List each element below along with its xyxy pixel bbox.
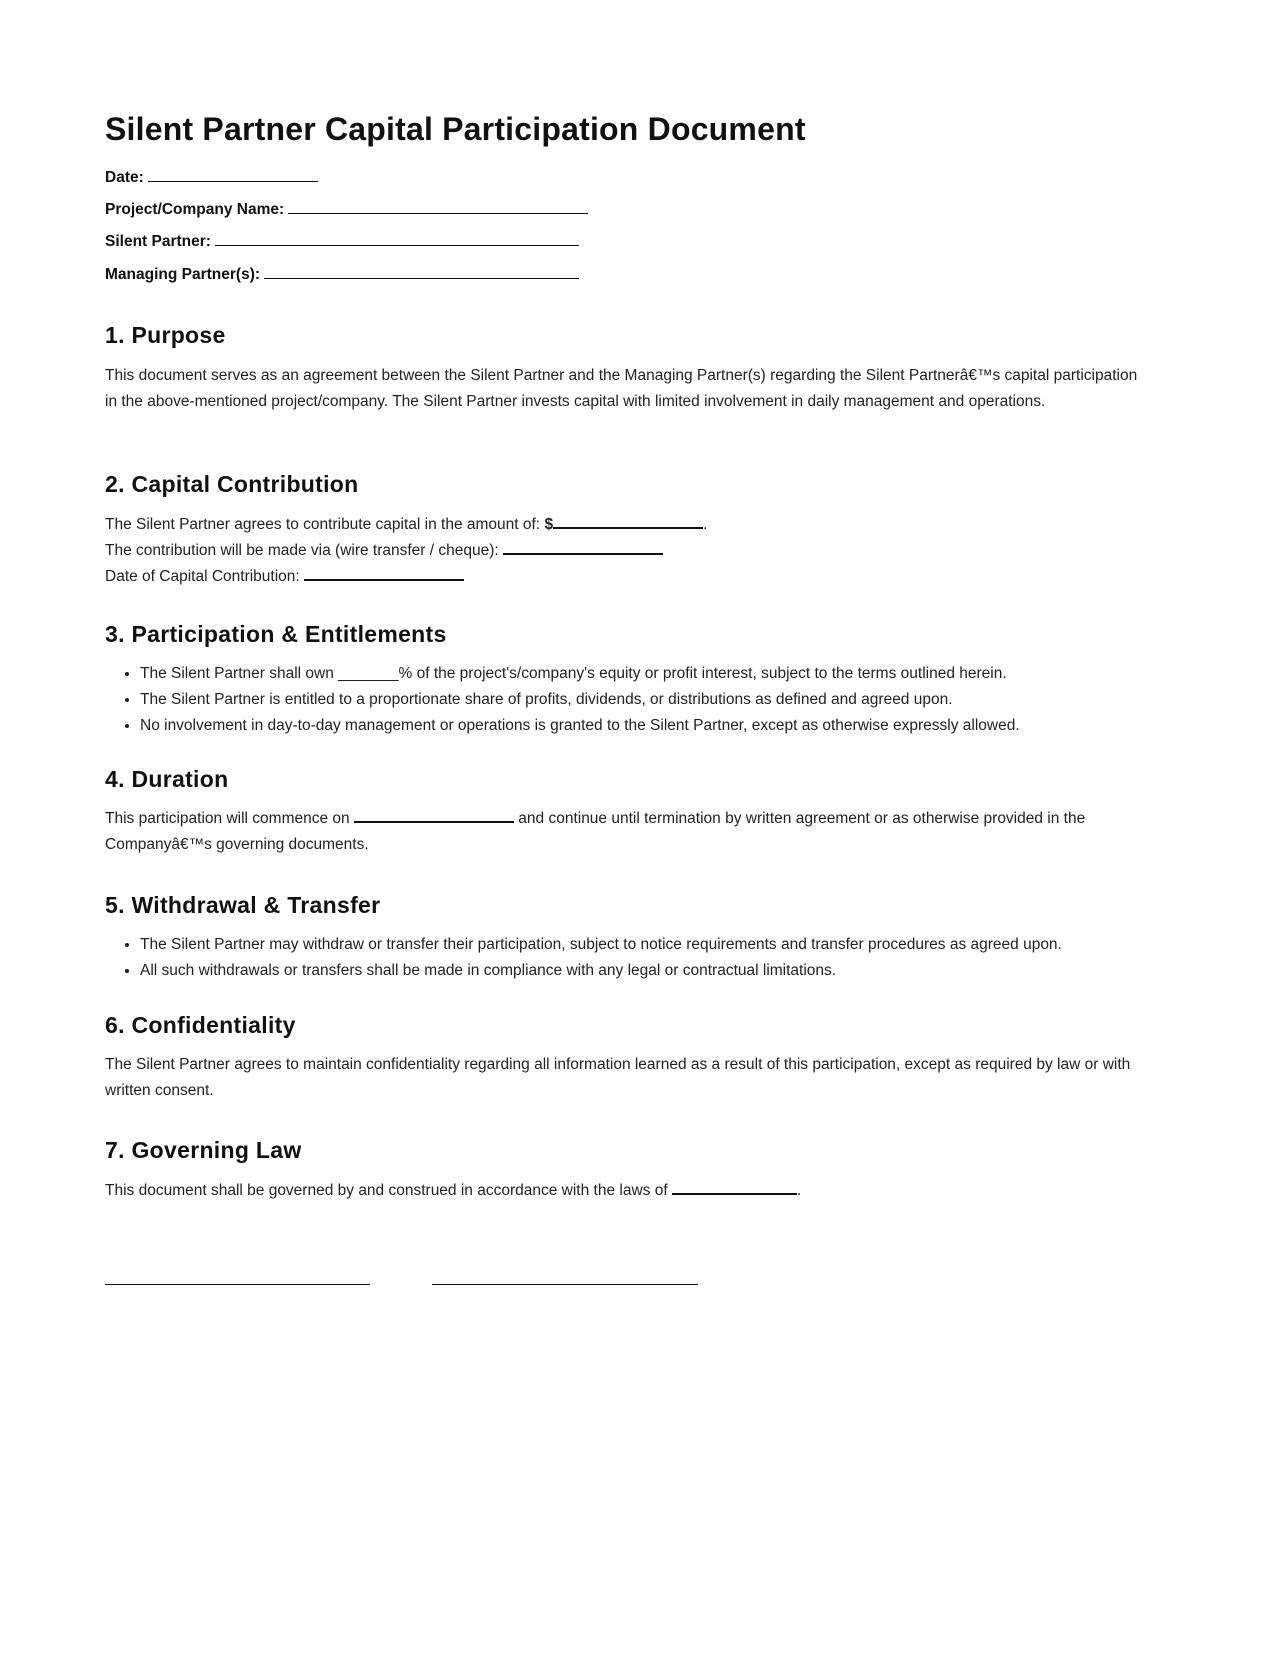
date-label: Date: xyxy=(105,169,144,186)
managing-partners-label: Managing Partner(s): xyxy=(105,266,261,283)
project-company-name-label: Project/Company Name: xyxy=(105,201,285,218)
jurisdiction-blank[interactable] xyxy=(672,1180,797,1195)
governing-law-paragraph: This document shall be governed by and construed in accordance with the laws of . xyxy=(105,1182,802,1199)
capital-contribution-paragraph xyxy=(105,512,1145,590)
silent-partner-field xyxy=(105,233,579,251)
contribution-method-line: The contribution will be made via (wire transfer / cheque): xyxy=(105,538,1145,564)
withdrawal-list xyxy=(105,932,1180,984)
silent-partner-blank[interactable] xyxy=(215,233,579,246)
section-heading-confidentiality: 6. Confidentiality xyxy=(105,1012,296,1038)
section-heading-duration: 4. Duration xyxy=(105,766,229,792)
date-blank[interactable] xyxy=(148,169,318,182)
date-field xyxy=(105,169,318,187)
contribution-date-line: Date of Capital Contribution: xyxy=(105,564,1145,590)
duration-paragraph: This participation will commence on and continue until termination by written agreement or as otherwise provided in the Companyâ€™s governing documents. xyxy=(105,810,1086,853)
silent-partner-label: Silent Partner: xyxy=(105,233,211,250)
section-heading-withdrawal: 5. Withdrawal & Transfer xyxy=(105,892,381,918)
currency-symbol: $ xyxy=(544,516,554,533)
confidentiality-paragraph: The Silent Partner agrees to maintain confidentiality regarding all information learned as a result of this participation, except as required by law or with written consent. xyxy=(105,1056,1131,1099)
list-item: • No involvement in day-to-day management or operations is granted to the Silent Partner, except as otherwise expressly allowed. xyxy=(140,713,1180,739)
project-company-name-blank[interactable] xyxy=(288,201,588,214)
contribution-method-blank[interactable] xyxy=(503,540,663,555)
list-item: • The Silent Partner may withdraw or transfer their participation, subject to notice requirements and transfer procedures as agreed upon. xyxy=(140,932,1180,958)
managing-partners-blank[interactable] xyxy=(264,266,579,279)
signature-line-silent-partner[interactable] xyxy=(105,1284,370,1285)
section-heading-governing-law: 7. Governing Law xyxy=(105,1137,302,1163)
managing-partners-field xyxy=(105,266,579,284)
list-item: • The Silent Partner is entitled to a proportionate share of profits, dividends, or distributions as defined and agreed upon. xyxy=(140,687,1180,713)
commencement-date-blank[interactable] xyxy=(354,808,514,823)
signature-line-managing-partner[interactable] xyxy=(432,1284,698,1285)
purpose-paragraph: This document serves as an agreement between the Silent Partner and the Managing Partner(s) regarding the Silent Partnerâ€™s capital participation in the above-mentioned project/company. The Silent Partner invests capital with limited involvement in daily management and operations. xyxy=(105,367,1138,410)
section-heading-participation: 3. Participation & Entitlements xyxy=(105,621,447,647)
capital-amount-blank[interactable] xyxy=(553,514,703,529)
document-title: Silent Partner Capital Participation Document xyxy=(105,111,806,147)
list-item: • The Silent Partner shall own _______% of the project's/company's equity or profit interest, subject to the terms outlined herein. xyxy=(140,661,1180,687)
list-item: • All such withdrawals or transfers shall be made in compliance with any legal or contractual limitations. xyxy=(140,958,1180,984)
capital-amount-line: The Silent Partner agrees to contribute capital in the amount of: $ . xyxy=(105,516,708,533)
participation-list xyxy=(105,661,1180,739)
section-heading-capital-contribution: 2. Capital Contribution xyxy=(105,471,359,497)
project-company-name-field xyxy=(105,201,588,219)
section-heading-purpose: 1. Purpose xyxy=(105,322,226,348)
contribution-date-blank[interactable] xyxy=(304,566,464,581)
